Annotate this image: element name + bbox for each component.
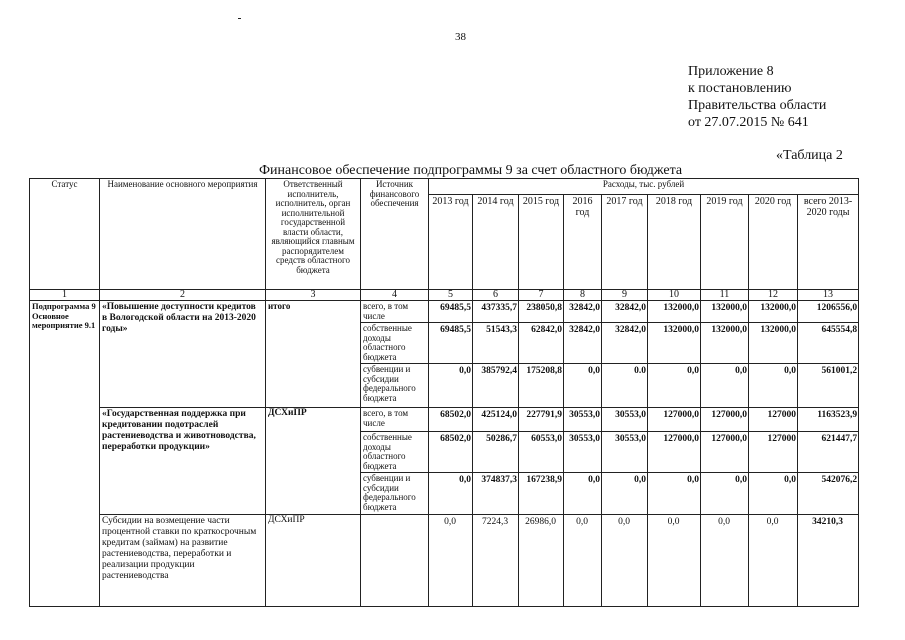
value-cell: 68502,0 <box>429 408 473 432</box>
source-cell: собственные доходы областного бюджета <box>361 323 429 364</box>
executor-cell: итого <box>266 301 361 408</box>
value-cell: 621447,7 <box>798 432 859 473</box>
page-title: Финансовое обеспечение подпрограммы 9 за счет областного бюджета <box>259 163 683 178</box>
source-cell: всего, в том числе <box>361 301 429 323</box>
col-num: 11 <box>701 290 749 301</box>
page-number: 38 <box>455 31 466 43</box>
value-cell: 385792,4 <box>473 364 519 408</box>
year-2017: 2017 год <box>602 195 648 290</box>
value-cell: 0,0 <box>429 473 473 515</box>
value-cell: 62842,0 <box>519 323 564 364</box>
value-cell: 68502,0 <box>429 432 473 473</box>
value-cell: 32842,0 <box>564 323 602 364</box>
value-cell: 0,0 <box>564 473 602 515</box>
executor-cell: ДСХиПР <box>266 408 361 515</box>
value-cell: 32842,0 <box>602 301 648 323</box>
value-cell: 60553,0 <box>519 432 564 473</box>
col-num: 8 <box>564 290 602 301</box>
col-num: 9 <box>602 290 648 301</box>
value-cell: 7224,3 <box>473 515 519 607</box>
status-cell: Подпрограмма 9 Основное мероприятие 9.1 <box>30 301 100 607</box>
table-row <box>30 515 859 607</box>
column-number-row <box>30 290 859 301</box>
value-cell: 561001,2 <box>798 364 859 408</box>
value-cell: 1206556,0 <box>798 301 859 323</box>
value-cell: 238050,8 <box>519 301 564 323</box>
value-cell: 30553,0 <box>602 408 648 432</box>
table-row <box>30 301 859 323</box>
value-cell: 437335,7 <box>473 301 519 323</box>
value-cell: 0,0 <box>429 515 473 607</box>
year-2015: 2015 год <box>519 195 564 290</box>
header-executor: Ответственный исполнитель, исполнитель, орган исполнительной государственной власти области, являющийся главным распорядителем средств областного бюджета <box>266 179 361 290</box>
value-cell: 127000,0 <box>701 408 749 432</box>
header-name: Наименование основного мероприятия <box>100 179 266 290</box>
value-cell: 227791,9 <box>519 408 564 432</box>
value-cell: 1163523,9 <box>798 408 859 432</box>
source-cell: субвенции и субсидии федерального бюджета <box>361 473 429 515</box>
appendix-line-3: Правительства области <box>688 98 827 113</box>
value-cell: 51543,3 <box>473 323 519 364</box>
source-cell <box>361 515 429 607</box>
value-cell: 0,0 <box>749 473 798 515</box>
value-cell: 32842,0 <box>602 323 648 364</box>
value-cell: 0,0 <box>648 473 701 515</box>
year-2014: 2014 год <box>473 195 519 290</box>
executor-cell: ДСХиПР <box>266 515 361 607</box>
value-cell: 0,0 <box>602 473 648 515</box>
table-row <box>30 408 859 432</box>
appendix-line-2: к постановлению <box>688 81 792 96</box>
value-cell: 425124,0 <box>473 408 519 432</box>
value-cell: 132000,0 <box>701 323 749 364</box>
finance-table <box>29 178 859 607</box>
value-cell: 30553,0 <box>564 432 602 473</box>
value-cell: 0.0 <box>602 364 648 408</box>
value-cell: 127000,0 <box>701 432 749 473</box>
year-2018: 2018 год <box>648 195 701 290</box>
value-cell: 167238,9 <box>519 473 564 515</box>
value-cell: 32842,0 <box>564 301 602 323</box>
header-source: Источник финансового обеспечения <box>361 179 429 290</box>
value-cell: 0,0 <box>749 364 798 408</box>
value-cell: 30553,0 <box>602 432 648 473</box>
value-cell: 0,0 <box>564 364 602 408</box>
value-cell: 0,0 <box>749 515 798 607</box>
value-cell: 0,0 <box>602 515 648 607</box>
value-cell: 30553,0 <box>564 408 602 432</box>
value-cell: 0,0 <box>648 364 701 408</box>
value-cell: 132000,0 <box>749 301 798 323</box>
value-cell: 26986,0 <box>519 515 564 607</box>
value-cell: 132000,0 <box>749 323 798 364</box>
source-cell: собственные доходы областного бюджета <box>361 432 429 473</box>
col-num: 2 <box>100 290 266 301</box>
value-cell: 132000,0 <box>701 301 749 323</box>
measure-name: «Повышение доступности кредитов в Вологодской области на 2013-2020 годы» <box>100 301 266 408</box>
year-2019: 2019 год <box>701 195 749 290</box>
appendix-line-4: от 27.07.2015 № 641 <box>688 115 809 130</box>
col-num: 10 <box>648 290 701 301</box>
value-cell: 0,0 <box>564 515 602 607</box>
value-cell: 0,0 <box>701 473 749 515</box>
measure-name: «Государственная поддержка при кредитовании подотраслей растениеводства и животноводства, переработки продукции» <box>100 408 266 515</box>
header-expenses: Расходы, тыс. рублей <box>429 179 859 195</box>
year-total: всего 2013-2020 годы <box>798 195 859 290</box>
value-cell: 127000 <box>749 408 798 432</box>
year-2016: 2016 год <box>564 195 602 290</box>
value-cell: 0,0 <box>648 515 701 607</box>
value-cell: 50286,7 <box>473 432 519 473</box>
value-cell: 69485,5 <box>429 301 473 323</box>
source-cell: субвенции и субсидии федерального бюджета <box>361 364 429 408</box>
col-num: 12 <box>749 290 798 301</box>
col-num: 3 <box>266 290 361 301</box>
year-2020: 2020 год <box>749 195 798 290</box>
col-num: 13 <box>798 290 859 301</box>
value-cell: 0,0 <box>429 364 473 408</box>
value-cell: 127000 <box>749 432 798 473</box>
source-cell: всего, в том числе <box>361 408 429 432</box>
value-cell: 132000,0 <box>648 323 701 364</box>
measure-name: Субсидии на возмещение части процентной ставки по краткосрочным кредитам (займам) на развитие растениеводства, переработки и реализации продукции растениеводства <box>100 515 266 607</box>
value-cell: 175208,8 <box>519 364 564 408</box>
value-cell: 374837,3 <box>473 473 519 515</box>
year-2013: 2013 год <box>429 195 473 290</box>
value-cell: 69485,5 <box>429 323 473 364</box>
col-num: 5 <box>429 290 473 301</box>
col-num: 6 <box>473 290 519 301</box>
col-num: 1 <box>30 290 100 301</box>
value-cell: 0,0 <box>701 515 749 607</box>
col-num: 7 <box>519 290 564 301</box>
value-cell: 127000,0 <box>648 432 701 473</box>
table-label: «Таблица 2 <box>776 148 843 163</box>
appendix-line-1: Приложение 8 <box>688 64 774 79</box>
value-cell: 132000,0 <box>648 301 701 323</box>
value-cell: 645554,8 <box>798 323 859 364</box>
value-cell: 34210,3 <box>798 515 859 607</box>
col-num: 4 <box>361 290 429 301</box>
header-status: Статус <box>30 179 100 290</box>
value-cell: 127000,0 <box>648 408 701 432</box>
scan-mark <box>238 18 241 19</box>
value-cell: 0,0 <box>701 364 749 408</box>
value-cell: 542076,2 <box>798 473 859 515</box>
